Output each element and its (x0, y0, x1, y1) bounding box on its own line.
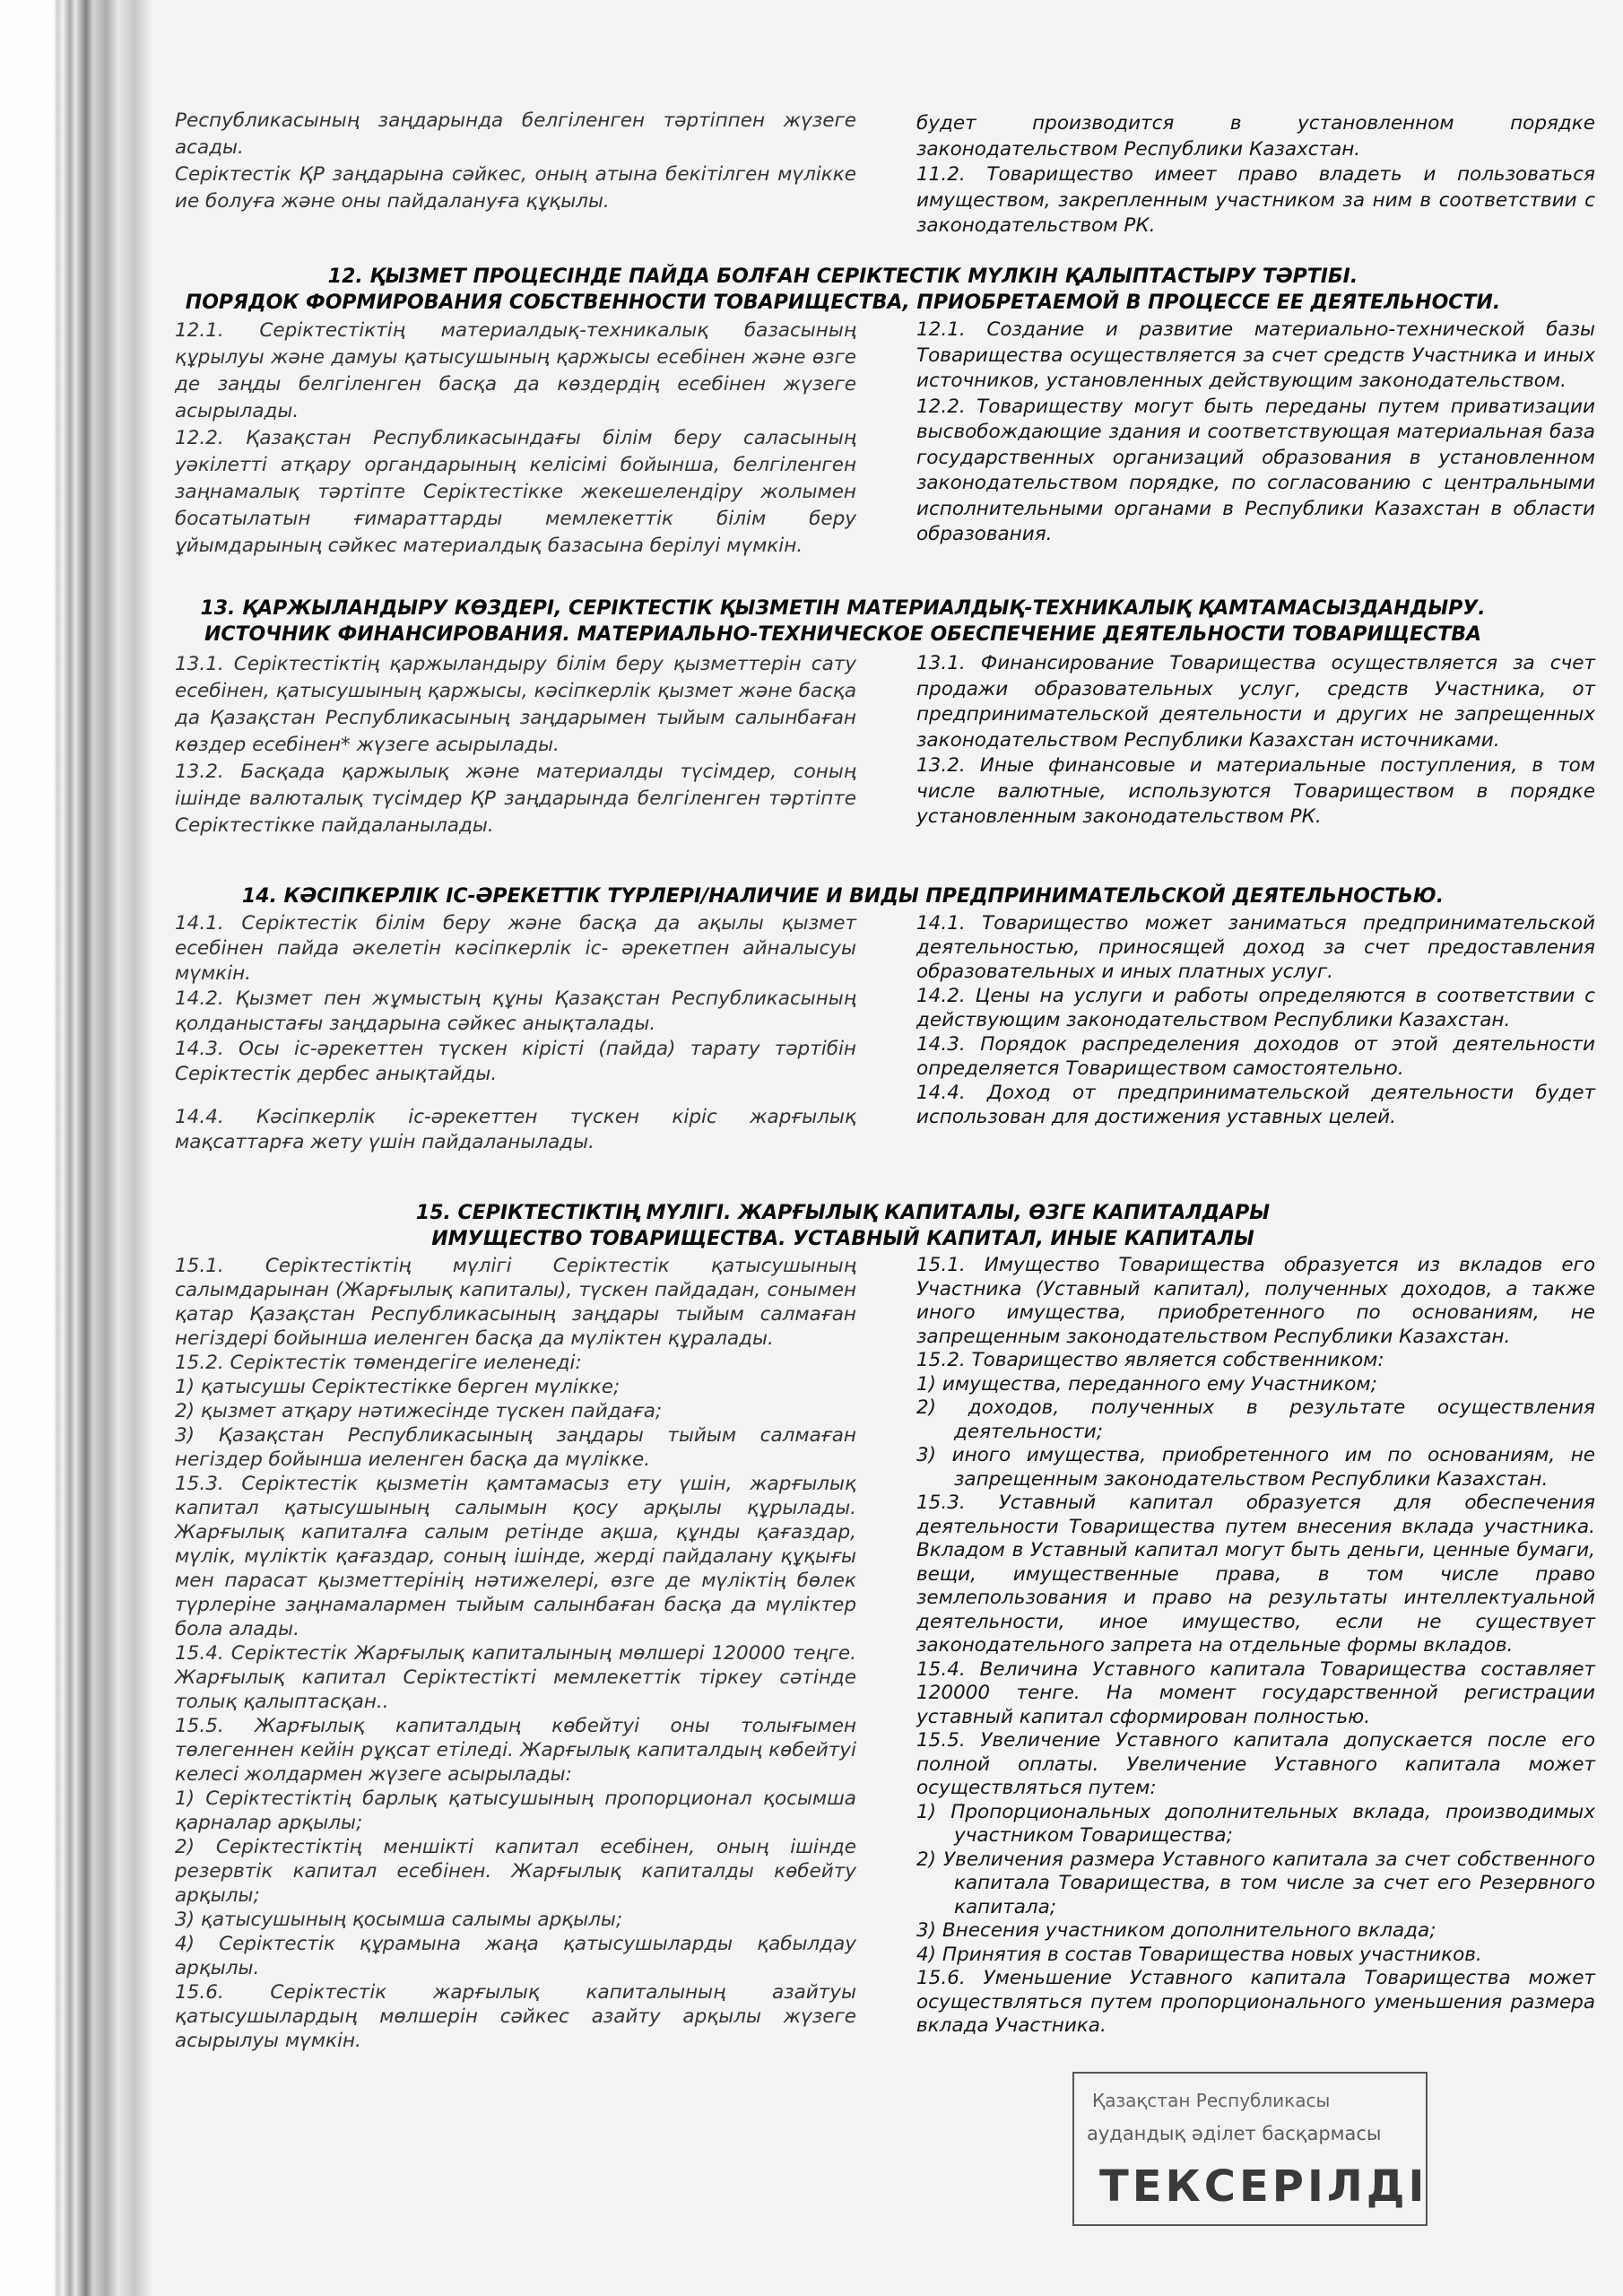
list-item: 2) қызмет атқару нәтижесінде түскен пайдаға; (175, 1400, 663, 1422)
paragraph: 14.4. Доход от предпринимательской деятельности будет использован для достижения уставных целей. (916, 1082, 1595, 1128)
paragraph: 15.4. Серіктестік Жарғылық капиталының мөлшері 120000 теңге. Жарғылық капитал Серіктестікті мемлекеттік тіркеу сәтінде толық қалыптасқан.. (175, 1642, 856, 1713)
paragraph: 12.2. Товариществу могут быть переданы путем приватизации высвобождающие здания и соответствующая материальная база государственных организаций образования в установленном законодательством порядке, по согласованию с центральными исполнительными органами в Республики Казахстан в области образования. (916, 395, 1595, 545)
list-item: 4) Принятия в состав Товарищества новых участников. (916, 1943, 1482, 1966)
section-12-ru (916, 317, 1595, 548)
section-15-ru (916, 1254, 1595, 2039)
list-item: 1) Серіктестіктің барлық қатысушының пропорционал қосымша қарналар арқылы; (175, 1787, 856, 1834)
paragraph: 12.1. Серіктестіктің материалдық-техникалық базасының құрылуы және дамуы қатысушының қаржысы есебінен және өзге де заңды белгіленген басқа да көздердің есебінен жүзеге асырылады. (175, 319, 856, 422)
paragraph: 13.1. Серіктестіктің қаржыландыру білім беру қызметтерін сату есебінен, қатысушының қаржысы, кәсіпкерлік қызмет және басқа да Қазақстан Республикасының заңдарымен тыйым салынбаған көздер есебінен* жүзеге асырылады. (175, 653, 856, 756)
scan-edge-shadow (0, 0, 152, 2296)
stamp-line-2: аудандық әділет басқармасы (1087, 2123, 1382, 2144)
section-title-kz: 12. ҚЫЗМЕТ ПРОЦЕСІНДЕ ПАЙДА БОЛҒАН СЕРІКТЕСТІК МҮЛКІН ҚАЛЫПТАСТЫРУ ТӘРТІБІ. (327, 265, 1358, 288)
paragraph: 15.2. Серіктестік төмендегіге иеленеді: (175, 1352, 582, 1374)
section-title-kz: 13. ҚАРЖЫЛАНДЫРУ КӨЗДЕРІ, СЕРІКТЕСТІК ҚЫЗМЕТІН МАТЕРИАЛДЫҚ-ТЕХНИКАЛЫҚ ҚАМТАМАСЫЗДАНДЫРУ. (200, 597, 1486, 620)
section-14-kz (175, 911, 856, 1155)
section-13-ru (916, 651, 1595, 831)
section-title-ru: ПОРЯДОК ФОРМИРОВАНИЯ СОБСТВЕННОСТИ ТОВАРИЩЕСТВА, ПРИОБРЕТАЕМОЙ В ПРОЦЕССЕ ЕЕ ДЕЯТЕЛЬНОСТИ. (185, 291, 1501, 314)
list-item: 3) Внесения участником дополнительного вклада; (916, 1919, 1436, 1942)
paragraph: будет производится в установленном порядке законодательством Республики Казахстан. (916, 112, 1595, 161)
section-12-heading (108, 264, 1578, 316)
paragraph: 13.2. Иные финансовые и материальные поступления, в том числе валютные, используются Товариществом в порядке установленным законодательством РК. (916, 754, 1595, 828)
paragraph: Республикасының заңдарында белгіленген тәртіппен жүзеге асады. (175, 109, 856, 159)
paragraph: 15.5. Жарғылық капиталдың көбейтуі оны толығымен төлегеннен кейін рұқсат етіледі. Жарғылық капиталдың көбейтуі келесі жолдармен жүзеге асырылады: (175, 1715, 856, 1786)
section-14-ru (916, 911, 1595, 1129)
paragraph: 14.3. Осы іс-әрекеттен түскен кірісті (пайда) тарату тәртібін Серіктестік дербес анықтайды. (175, 1038, 856, 1085)
paragraph: 13.2. Басқада қаржылық және материалды түсімдер, соның ішінде валюталық түсімдер ҚР заңдарында белгіленген тәртіпте Серіктестікке пайдаланылады. (175, 761, 856, 837)
list-item: 3) Қазақстан Республикасының заңдары тыйым салмаған негіздер бойынша иеленген басқа да мүлікке. (175, 1424, 856, 1471)
section-13-kz (175, 651, 856, 839)
stamp-word: ТЕКСЕРІЛДІ (1099, 2161, 1428, 2212)
list-item: 1) Пропорциональных дополнительных вклада, производимых участником Товарищества; (916, 1800, 1595, 1847)
paragraph: 15.3. Уставный капитал образуется для обеспечения деятельности Товарищества путем внесения вклада участника. Вкладом в Уставный капитал могут быть деньги, ценные бумаги, вещи, имущественные права, в том числе право землепользования и право на результаты интеллектуальной деятельности, иное имущество, если не существует законодательного запрета на отдельные формы вкладов. (916, 1492, 1595, 1657)
paragraph: 11.2. Товарищество имеет право владеть и пользоваться имуществом, закрепленным участником за ним в соответствии с законодательством РК. (916, 163, 1595, 237)
section-15-kz (175, 1254, 856, 2053)
paragraph: 14.2. Цены на услуги и работы определяются в соответствии с действующим законодательством Республики Казахстан. (916, 985, 1595, 1031)
list-item: 1) қатысушы Серіктестікке берген мүлікке; (175, 1376, 621, 1398)
paragraph: 14.3. Порядок распределения доходов от этой деятельности определяется Товариществом самостоятельно. (916, 1033, 1595, 1080)
verification-stamp (1072, 2072, 1428, 2226)
paragraph: Серіктестік ҚР заңдарына сәйкес, оның атына бекітілген мүлікке ие болуға және оны пайдалануға құқылы. (175, 163, 856, 213)
paragraph: 14.2. Қызмет пен жұмыстың құны Қазақстан Республикасының қолданыстағы заңдарына сәйкес анықталады. (175, 987, 856, 1035)
paragraph: 15.2. Товарищество является собственником: (916, 1349, 1384, 1371)
section-title: 14. КӘСІПКЕРЛІК ІС-ӘРЕКЕТТІК ТҮРЛЕРІ/НАЛИЧИЕ И ВИДЫ ПРЕДПРИНИМАТЕЛЬСКОЙ ДЕЯТЕЛЬНОСТЬЮ. (241, 885, 1445, 908)
paragraph: 14.1. Товарищество может заниматься предпринимательской деятельностью, приносящей доход за счет предоставления образовательных и иных платных услуг. (916, 912, 1595, 983)
paragraph: 15.1. Серіктестіктің мүлігі Серіктестік қатысушының салымдарынан (Жарғылық капиталы), түскен пайдадан, сонымен қатар Қазақстан Республикасының заңдары тыйым салмаған негіздері бойынша иеленген басқа да мүліктен құралады. (175, 1255, 856, 1350)
paragraph: 15.6. Серіктестік жарғылық капиталының азайтуы қатысушылардың мөлшерін сәйкес азайту арқылы жүзеге асырылуы мүмкін. (175, 1981, 856, 2052)
list-item: 2) Увеличения размера Уставного капитала за счет собственного капитала Товарищества, в том числе за счет его Резервного капитала; (916, 1848, 1595, 1918)
list-item: 2) Серіктестіктің меншікті капитал есебінен, оның ішінде резервтік капитал есебінен. Жарғылық капиталды көбейту арқылы; (175, 1836, 856, 1907)
stamp-line-1: Қазақстан Республикасы (1092, 2090, 1331, 2111)
paragraph: 14.4. Кәсіпкерлік іс-әрекеттен түскен кіріс жарғылық мақсаттарға жету үшін пайдаланылады. (175, 1106, 856, 1153)
paragraph: 15.5. Увеличение Уставного капитала допускается после его полной оплаты. Увеличение Уставного капитала может осуществляться путем: (916, 1729, 1595, 1799)
section-title-kz: 15. СЕРІКТЕСТІКТІҢ МҮЛІГІ. ЖАРҒЫЛЫҚ КАПИТАЛЫ, ӨЗГЕ КАПИТАЛДАРЫ (415, 1202, 1271, 1224)
section-title-ru: ИСТОЧНИК ФИНАНСИРОВАНИЯ. МАТЕРИАЛЬНО-ТЕХНИЧЕСКОЕ ОБЕСПЕЧЕНИЕ ДЕЯТЕЛЬНОСТИ ТОВАРИЩЕСТВА (204, 623, 1482, 646)
paragraph: 15.1. Имущество Товарищества образуется из вкладов его Участника (Уставный капитал), полученных доходов, а также иного имущества, приобретенного по основаниям, не запрещенным законодательством Республики Казахстан. (916, 1254, 1595, 1348)
paragraph: 15.4. Величина Уставного капитала Товарищества составляет 120000 тенге. На момент государственной регистрации уставный капитал сформирован полностью. (916, 1657, 1595, 1728)
list-item: 4) Серіктестік құрамына жаңа қатысушыларды қабылдау арқылы. (175, 1933, 856, 1979)
paragraph: 15.3. Серіктестік қызметін қамтамасыз ету үшін, жарғылық капитал қатысушының салымын қосу арқылы құрылады. Жарғылық капиталға салым ретінде ақша, құнды қағаздар, мүлік, мүліктік қағаздар, соның ішінде, жерді пайдалану құқығы мен парасат қызметтерінің нәтижелері, өзге де мүліктің бөлек түрлеріне заңнамалармен тыйым салынбаған басқа да мүліктер бола алады. (175, 1473, 856, 1640)
paragraph: 13.1. Финансирование Товарищества осуществляется за счет продажи образовательных услуг, средств Участника, от предпринимательской деятельности и других не запрещенных законодательством Республики Казахстан источниками. (916, 652, 1595, 752)
section-15-heading (108, 1200, 1578, 1252)
paragraph: 12.1. Создание и развитие материально-технической базы Товарищества осуществляется за счет средств Участника и иных источников, установленных действующим законодательством. (916, 318, 1595, 392)
list-item: 1) имущества, переданного ему Участником; (916, 1372, 1377, 1396)
paragraph: 15.6. Уменьшение Уставного капитала Товарищества может осуществляться путем пропорционального уменьшения размера вклада Участника. (916, 1967, 1595, 2037)
section-14-heading (108, 883, 1578, 909)
list-item: 3) иного имущества, приобретенного им по основаниям, не запрещенным законодательством Республики Казахстан. (916, 1444, 1595, 1491)
top-right-text (916, 111, 1595, 239)
section-13-heading (108, 596, 1578, 648)
section-title-ru: ИМУЩЕСТВО ТОВАРИЩЕСТВА. УСТАВНЫЙ КАПИТАЛ, ИНЫЕ КАПИТАЛЫ (431, 1228, 1254, 1250)
section-12-kz (175, 317, 856, 560)
list-item: 2) доходов, полученных в результате осуществления деятельности; (916, 1396, 1595, 1443)
paragraph: 12.2. Қазақстан Республикасындағы білім беру саласының уәкілетті атқару органдарының келісімі бойынша, белгіленген заңнамалық тәртіпте Серіктестікке жекешелендіру жолымен босатылатын ғимараттарды мемлекеттік білім беру ұйымдарының сәйкес материалдық базасына берілуі мүмкін. (175, 427, 856, 557)
top-left-text (175, 108, 856, 215)
paragraph: 14.1. Серіктестік білім беру және басқа да ақылы қызмет есебінен пайда әкелетін кәсіпкерлік іс- әрекетпен айналысуы мүмкін. (175, 912, 856, 985)
list-item: 3) қатысушының қосымша салымы арқылы; (175, 1909, 623, 1931)
